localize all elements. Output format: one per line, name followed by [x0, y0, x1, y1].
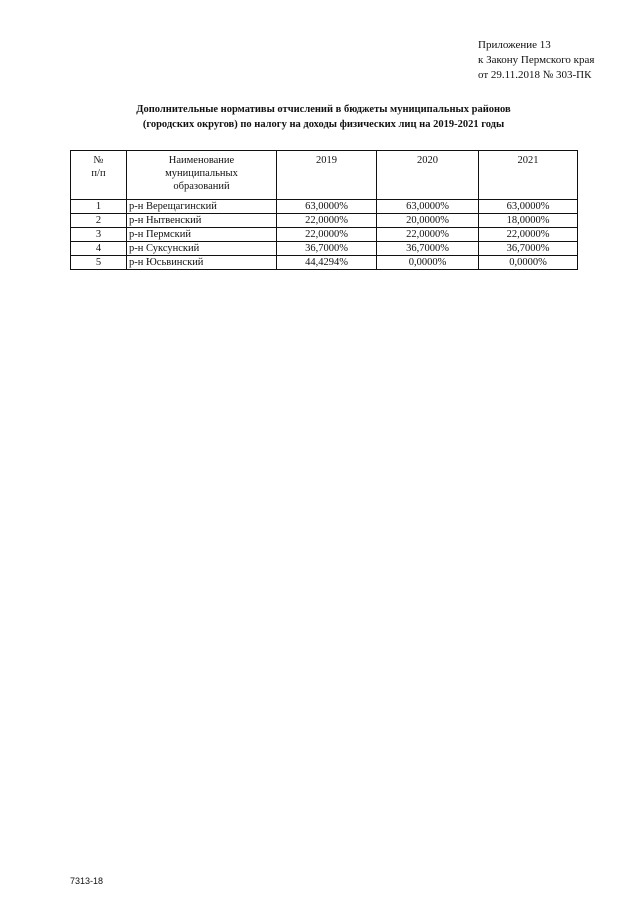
- row-number: 4: [71, 242, 127, 256]
- table-row: [71, 256, 578, 270]
- row-name: р-н Пермский: [127, 228, 277, 242]
- table-row: [71, 228, 578, 242]
- row-number: 1: [71, 200, 127, 214]
- document-title: [70, 102, 577, 132]
- row-value-2020: 63,0000%: [377, 200, 479, 214]
- row-number: 3: [71, 228, 127, 242]
- header-2021: 2021: [479, 151, 578, 200]
- row-value-2020: 20,0000%: [377, 214, 479, 228]
- table-row: [71, 200, 578, 214]
- row-value-2021: 36,7000%: [479, 242, 578, 256]
- appendix-reference: [478, 38, 594, 83]
- row-number: 5: [71, 256, 127, 270]
- header-2019: 2019: [277, 151, 377, 200]
- header-number: № п/п: [71, 151, 127, 200]
- row-value-2021: 0,0000%: [479, 256, 578, 270]
- row-name: р-н Нытвенский: [127, 214, 277, 228]
- appendix-number: Приложение 13: [478, 39, 551, 51]
- row-value-2020: 36,7000%: [377, 242, 479, 256]
- header-2020: 2020: [377, 151, 479, 200]
- row-value-2019: 63,0000%: [277, 200, 377, 214]
- row-value-2019: 44,4294%: [277, 256, 377, 270]
- table-header-row: [71, 151, 578, 200]
- table-row: [71, 242, 578, 256]
- appendix-date-number: от 29.11.2018 № 303-ПК: [478, 69, 592, 81]
- row-number: 2: [71, 214, 127, 228]
- row-value-2021: 63,0000%: [479, 200, 578, 214]
- header-name: Наименование муниципальных образований: [127, 151, 277, 200]
- row-value-2019: 36,7000%: [277, 242, 377, 256]
- row-value-2019: 22,0000%: [277, 214, 377, 228]
- row-name: р-н Суксунский: [127, 242, 277, 256]
- document-title-line-2: (городских округов) по налогу на доходы физических лиц на 2019-2021 годы: [142, 119, 505, 130]
- table-row: [71, 214, 578, 228]
- row-name: р-н Юсьвинский: [127, 256, 277, 270]
- document-title-line-1: Дополнительные нормативы отчислений в бюджеты муниципальных районов: [136, 104, 511, 115]
- appendix-law: к Закону Пермского края: [478, 54, 595, 66]
- row-value-2020: 0,0000%: [377, 256, 479, 270]
- row-name: р-н Верещагинский: [127, 200, 277, 214]
- norms-table: [70, 150, 578, 270]
- row-value-2020: 22,0000%: [377, 228, 479, 242]
- document-code: 7313-18: [70, 876, 104, 886]
- row-value-2021: 22,0000%: [479, 228, 578, 242]
- row-value-2019: 22,0000%: [277, 228, 377, 242]
- row-value-2021: 18,0000%: [479, 214, 578, 228]
